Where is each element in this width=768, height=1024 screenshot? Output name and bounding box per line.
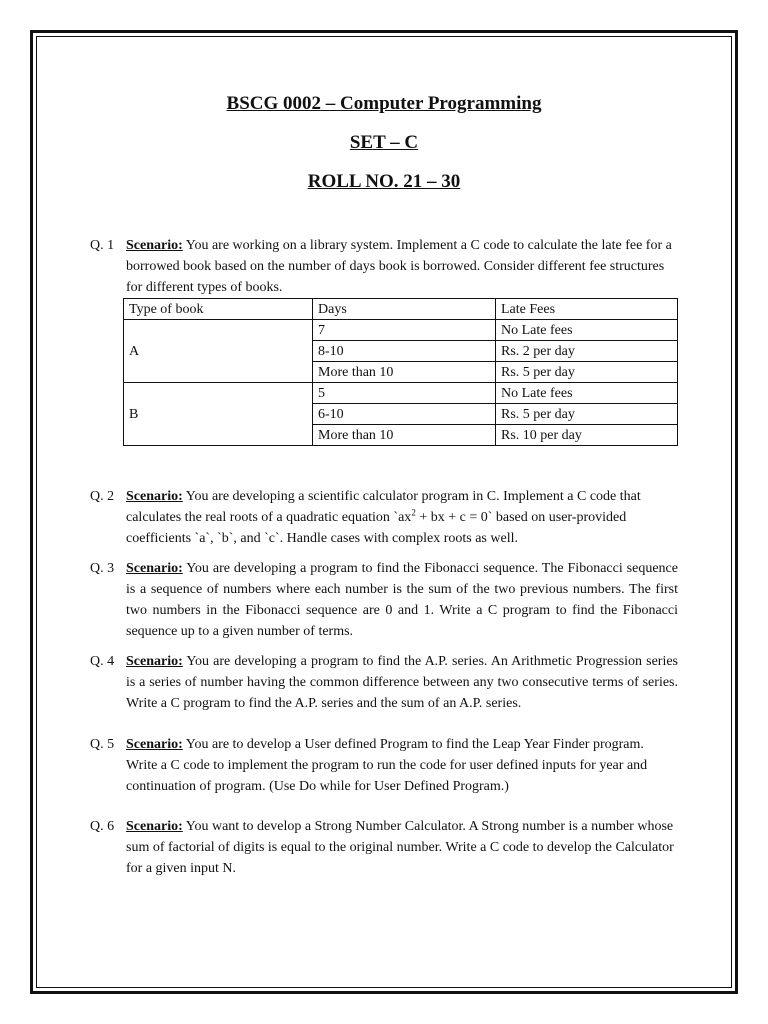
book-type-cell: B	[124, 383, 313, 446]
days-cell: 5	[313, 383, 496, 404]
fee-cell: Rs. 2 per day	[496, 341, 678, 362]
scenario-label: Scenario:	[126, 561, 183, 576]
table-header-cell: Days	[313, 299, 496, 320]
question-number: Q. 1	[90, 238, 115, 253]
set-title: SET – C	[349, 132, 419, 153]
question-4	[90, 651, 678, 714]
question-number: Q. 4	[90, 654, 115, 669]
question-number: Q. 2	[90, 489, 115, 504]
question-number: Q. 6	[90, 819, 115, 834]
question-3	[90, 558, 678, 642]
table-header-cell: Type of book	[124, 299, 313, 320]
question-2	[90, 486, 678, 549]
table-header-row	[124, 299, 678, 320]
days-cell: More than 10	[313, 425, 496, 446]
days-cell: More than 10	[313, 362, 496, 383]
question-text: You are developing a scientific calculator program in C. Implement a C code that calculates the real roots of a quadratic equation `ax	[126, 489, 641, 525]
fee-cell: No Late fees	[496, 383, 678, 404]
roll-title: ROLL NO. 21 – 30	[307, 171, 461, 192]
late-fee-table	[123, 298, 678, 446]
course-title: BSCG 0002 – Computer Programming	[226, 93, 542, 114]
question-text: You want to develop a Strong Number Calculator. A Strong number is a number whose sum of factorial of digits is equal to the original number. Write a C code to develop the Calculator for a given input N.	[126, 819, 674, 876]
question-text: You are developing a program to find the A.P. series. An Arithmetic Progression series is a series of number having the common difference between any two consecutive terms of series. Write a C program to find the A.P. series and the sum of an A.P. series.	[126, 654, 678, 711]
days-cell: 8-10	[313, 341, 496, 362]
fee-cell: Rs. 5 per day	[496, 362, 678, 383]
days-cell: 6-10	[313, 404, 496, 425]
question-text: + bx + c = 0` based on user-provided coefficients `a`, `b`, and `c`. Handle cases with complex roots as well.	[126, 510, 627, 546]
fee-cell: No Late fees	[496, 320, 678, 341]
question-6	[90, 816, 678, 879]
question-text: You are working on a library system. Implement a C code to calculate the late fee for a borrowed book based on the number of days book is borrowed. Consider different fee structures for different types of books.	[126, 238, 672, 295]
table-row	[124, 320, 678, 341]
question-text: You are to develop a User defined Program to find the Leap Year Finder program. Write a C code to implement the program to run the code for user defined inputs for year and continuation of program. (Use Do while for User Defined Program.)	[126, 737, 648, 794]
scenario-label: Scenario:	[126, 654, 183, 669]
days-cell: 7	[313, 320, 496, 341]
question-1	[90, 235, 678, 298]
question-5	[90, 734, 678, 797]
scenario-label: Scenario:	[126, 819, 183, 834]
scenario-label: Scenario:	[126, 489, 183, 504]
exponent: 2	[411, 507, 416, 518]
table-row	[124, 383, 678, 404]
fee-cell: Rs. 5 per day	[496, 404, 678, 425]
book-type-cell: A	[124, 320, 313, 383]
question-text: You are developing a program to find the Fibonacci sequence. The Fibonacci sequence is a sequence of numbers where each number is the sum of the two previous numbers. The first two numbers in the Fibonacci sequence are 0 and 1. Write a C program to find the Fibonacci sequence up to a given number of terms.	[126, 561, 678, 639]
question-number: Q. 3	[90, 561, 115, 576]
fee-cell: Rs. 10 per day	[496, 425, 678, 446]
table-header-cell: Late Fees	[496, 299, 678, 320]
scenario-label: Scenario:	[126, 238, 183, 253]
scenario-label: Scenario:	[126, 737, 183, 752]
question-number: Q. 5	[90, 737, 115, 752]
